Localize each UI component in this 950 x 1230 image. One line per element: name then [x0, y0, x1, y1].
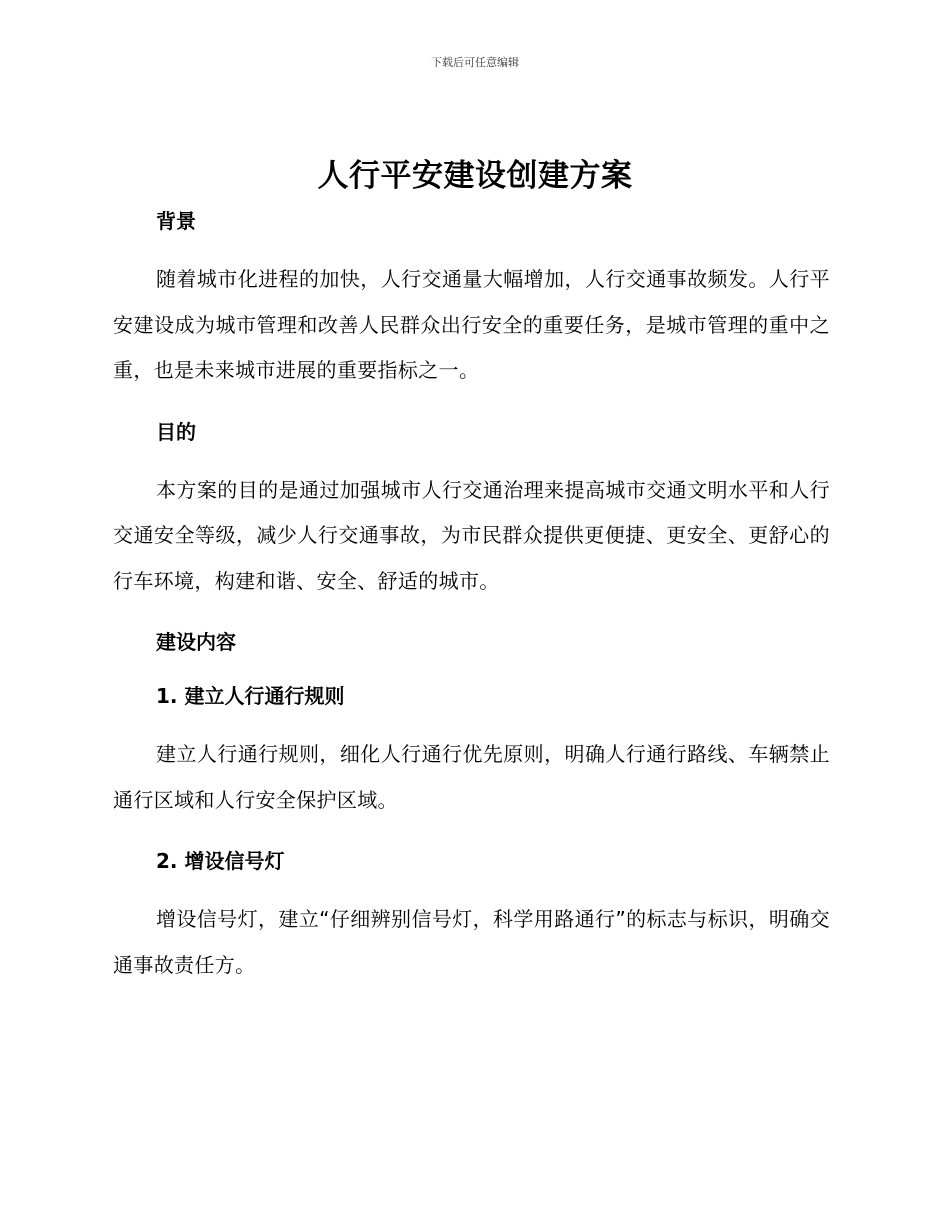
- section-heading-content: 建设内容: [156, 630, 236, 654]
- paragraph-background: 随着城市化进程的加快，人行交通量大幅增加，人行交通事故频发。人行平安建设成为城市管理和改善人民群众出行安全的重要任务，是城市管理的重中之重，也是未来城市进展的重要指标之一。: [113, 267, 830, 382]
- section-heading-purpose: 目的: [156, 419, 196, 444]
- paragraph-purpose: 本方案的目的是通过加强城市人行交通治理来提高城市交通文明水平和人行交通安全等级，减少人行交通事故，为市民群众提供更便捷、更安全、更舒心的行车环境，构建和谐、安全、舒适的城市。: [113, 477, 830, 593]
- document-body: [113, 205, 830, 988]
- section-heading-background: 背景: [156, 209, 196, 233]
- document-title: 人行平安建设创建方案: [317, 158, 633, 194]
- paragraph-item2: 增设信号灯，建立“仔细辨别信号灯，科学用路通行”的标志与标识，明确交通事故责任方。: [113, 907, 830, 977]
- paragraph-item1: 建立人行通行规则，细化人行通行优先原则，明确人行通行路线、车辆禁止通行区域和人行安全保护区域。: [113, 742, 830, 812]
- subsection-heading-item1: 1. 建立人行通行规则: [156, 684, 345, 708]
- header-note: 下载后可任意编辑: [431, 56, 519, 69]
- subsection-heading-item2: 2. 增设信号灯: [156, 849, 285, 873]
